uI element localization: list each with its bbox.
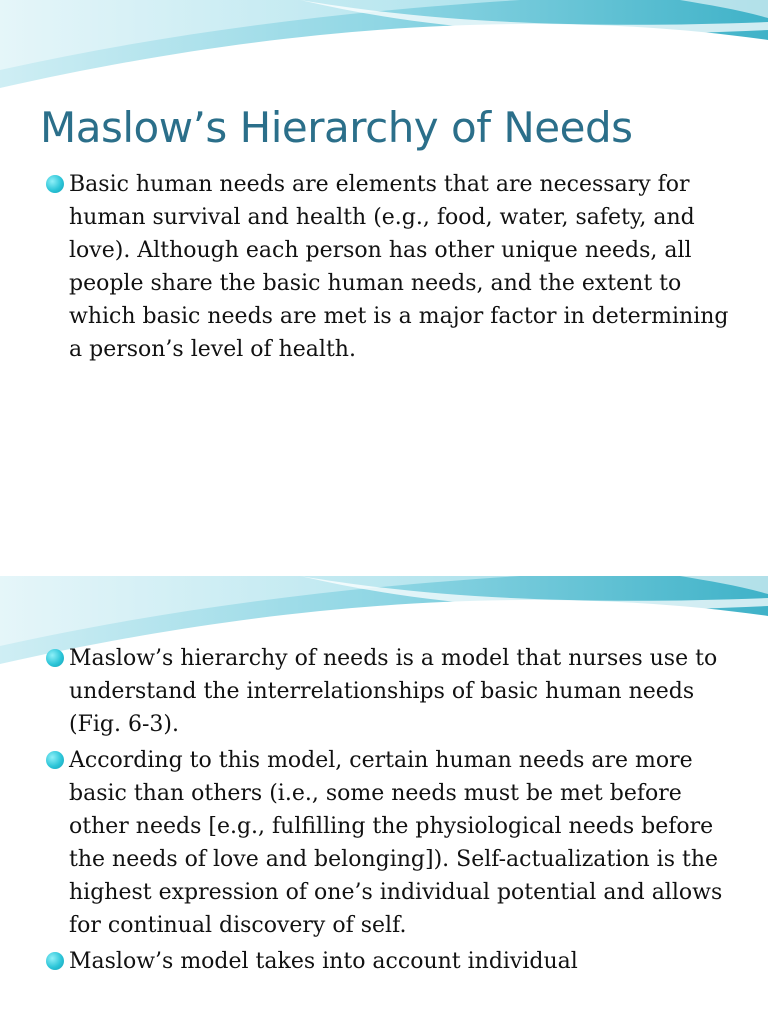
bullet-item xyxy=(46,168,746,366)
bullet-text: Basic human needs are elements that are necessary for human survival and health (e.g., food, water, safety, and love). Although each person has other unique needs, all people share the basic human needs, and the extent to which basic needs are met is a major factor in determining a person’s level of health. xyxy=(69,172,729,362)
bullet-icon xyxy=(46,649,64,667)
bullet-icon xyxy=(46,952,64,970)
bullet-list xyxy=(46,168,746,369)
bullet-item xyxy=(46,744,746,942)
bullet-icon xyxy=(46,751,64,769)
bullet-text: According to this model, certain human needs are more basic than others (i.e., some needs must be met before other needs [e.g., fulfilling the physiological needs before the needs of love and belonging]). Self-actualization is the highest expression of one’s individual potential and allows for continual discovery of self. xyxy=(69,748,723,938)
bullet-text: Maslow’s hierarchy of needs is a model that nurses use to understand the interrelationships of basic human needs (Fig. 6-3). xyxy=(69,646,718,737)
bullet-item xyxy=(46,945,746,978)
bullet-icon xyxy=(46,175,64,193)
bullet-list xyxy=(46,642,746,981)
header-wave-decoration xyxy=(0,0,768,95)
slide-title: Maslow’s Hierarchy of Needs xyxy=(40,103,633,152)
bullet-item xyxy=(46,642,746,741)
bullet-text: Maslow’s model takes into account individual xyxy=(69,949,578,974)
slide-2 xyxy=(0,576,768,1024)
